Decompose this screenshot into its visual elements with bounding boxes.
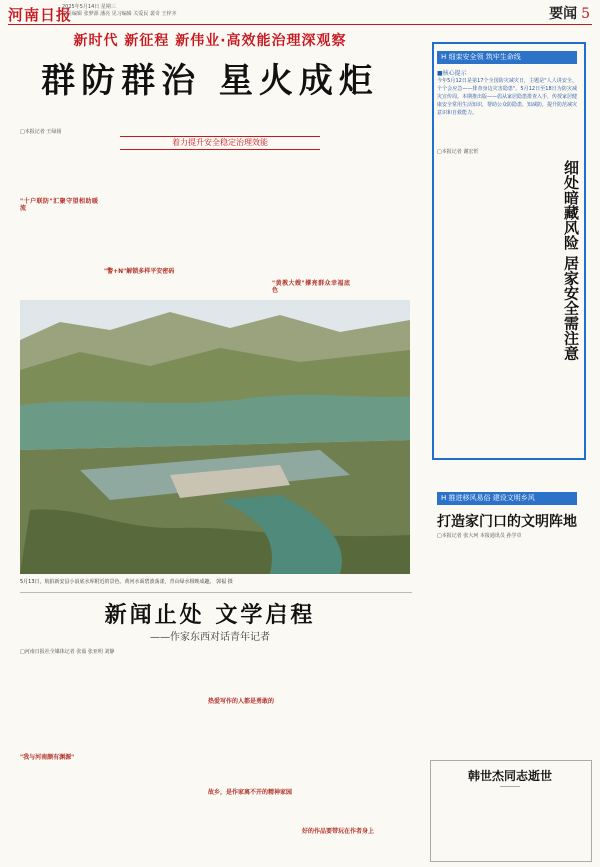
feature-col1 bbox=[20, 658, 108, 858]
photo-rule bbox=[20, 592, 412, 593]
core-tip-text: 今年5月12日是第17个全国防灾减灾日，主题是"人人讲安全、个个会应急——排查身边灾害隐患"。5月12日至18日为防灾减灾宣传周。本期推出版——倡从家居隐患排查入手，传授家居健康安全常用生活知识，帮助公众防隐患，知减防，提升防范减灾意识和自救能力。 bbox=[437, 78, 578, 116]
feature-col4 bbox=[302, 658, 414, 858]
sidebar-headline-2: 打造家门口的文明阵地 bbox=[437, 514, 577, 530]
main-section-3: "黄教大嫂"撑亮群众幸福底色 bbox=[272, 280, 350, 295]
feature-section-2: 热爱写作的人都是勇敢的 bbox=[208, 698, 275, 705]
main-text-col4 bbox=[272, 150, 350, 298]
sidebar-vertical-title: 细处暗藏风险 居家安全需注意 bbox=[562, 160, 580, 361]
main-text-col1 bbox=[20, 150, 98, 298]
obituary-text bbox=[436, 792, 584, 854]
issue-meta: 2025年5月14日 星期三 责任编辑 张梦源 潘亮 见习编辑 关爱民 裴奇 王梓齐 bbox=[62, 4, 177, 17]
sidebar-text-2 bbox=[437, 542, 587, 752]
series-theme: 新时代 新征程 新伟业·高效能治理深观察 bbox=[73, 33, 347, 49]
sidebar-tag: H 细栾安全领 筑牢生命线 bbox=[437, 51, 577, 64]
main-byline: □本报记者 王绿扬 bbox=[20, 129, 62, 135]
sidebar-byline-2: □本报记者 张大珂 本报通讯员 孙学卓 bbox=[437, 533, 522, 539]
section-name: 要闻 bbox=[549, 6, 578, 22]
reservoir-photo bbox=[20, 300, 410, 574]
main-section-1: "十户联防"汇聚守望相助暖流 bbox=[20, 198, 98, 213]
feature-subtitle: ——作家东西对话青年记者 bbox=[150, 632, 270, 643]
main-text-col3 bbox=[188, 150, 266, 298]
feature-col2 bbox=[114, 658, 202, 858]
main-text-col5 bbox=[354, 150, 416, 298]
main-text-col2 bbox=[104, 150, 182, 298]
page-number: 5 bbox=[581, 6, 590, 22]
masthead-rule bbox=[8, 24, 592, 25]
feature-headline: 新闻止处 文学启程 bbox=[104, 602, 316, 628]
obituary-title: 韩世杰同志逝世 bbox=[467, 769, 552, 783]
feature-col3 bbox=[208, 658, 296, 858]
sidebar-text bbox=[437, 158, 555, 450]
sidebar-byline: □本报记者 谢宏忻 bbox=[437, 149, 479, 155]
newspaper-logo: 河南日报 bbox=[8, 6, 73, 24]
reservoir-illustration bbox=[20, 300, 410, 574]
photo-caption: 5月13日，航拍新安县小浪底水库附近的景色。黄河水面碧波荡漾，青山绿水相映成趣。 郭福 摄 bbox=[20, 579, 233, 585]
obituary-rule bbox=[500, 786, 520, 787]
feature-section-1: "我与河南颇有渊源" bbox=[20, 754, 75, 761]
core-tip-label: ■核心提示 bbox=[437, 70, 467, 77]
main-headline: 群防群治 星火成炬 bbox=[41, 61, 379, 101]
section-label bbox=[549, 3, 590, 23]
feature-section-4: 好的作品要带玩在作者身上 bbox=[302, 828, 375, 835]
sidebar-tag-2: H 推进移风易俗 建设文明乡风 bbox=[437, 492, 577, 505]
main-section-2: "警+N"解锁多样平安密码 bbox=[104, 268, 175, 275]
main-subhead: 着力提升安全稳定治理效能 bbox=[120, 136, 320, 150]
feature-section-3: 故乡，是作家离不开的精神家园 bbox=[208, 789, 293, 797]
feature-byline: □河南日报社全媒体记者 张茹 张亚明 刘静 bbox=[20, 649, 115, 655]
